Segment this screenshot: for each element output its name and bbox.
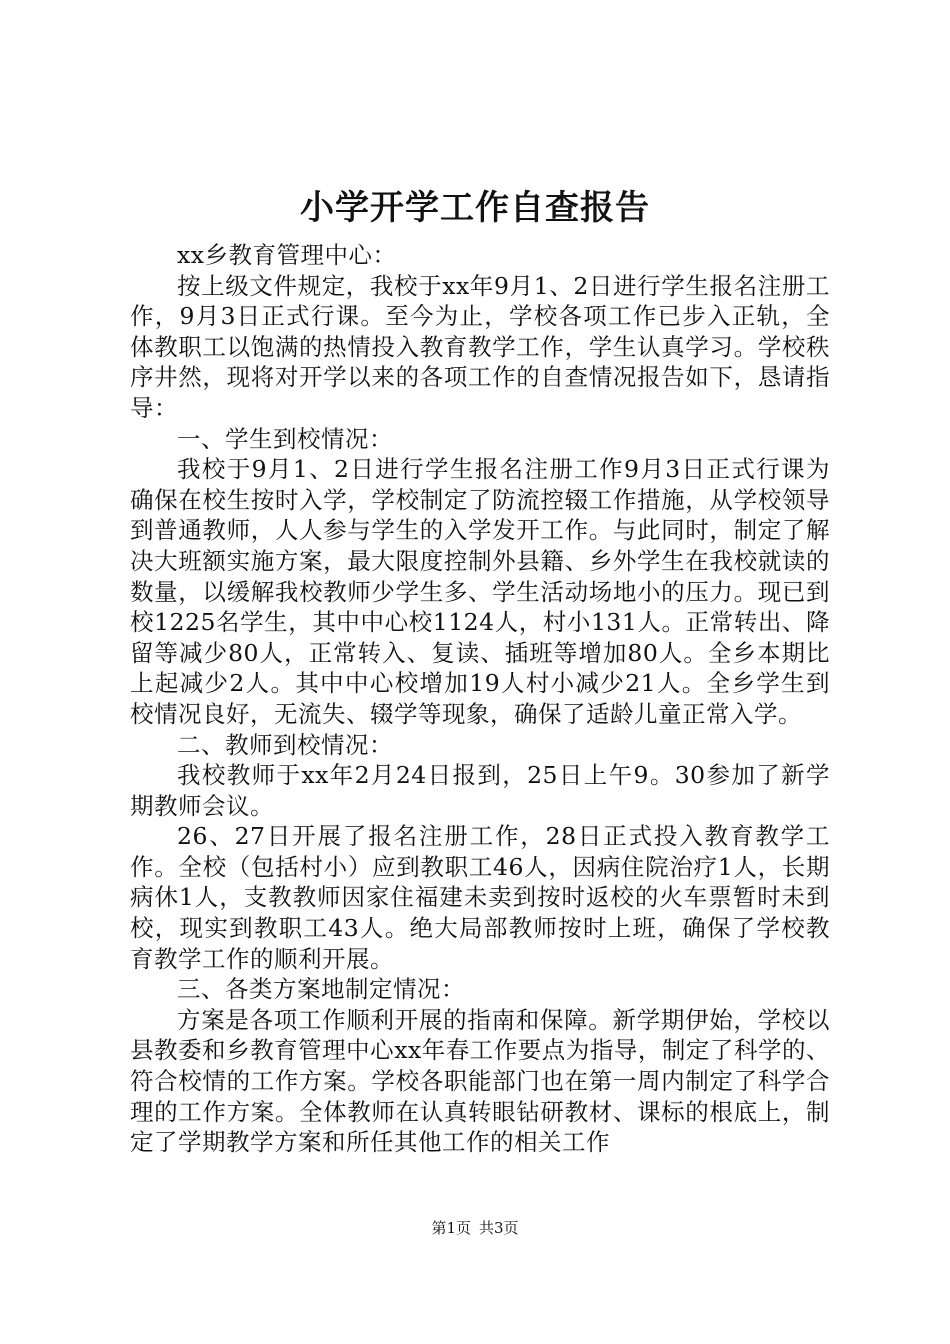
page-footer xyxy=(0,1218,950,1238)
students-paragraph: 我校于9月1、2日进行学生报名注册工作9月3日正式行课为确保在校生按时入学，学校制定了防流控辍工作措施，从学校领导到普通教师，人人参与学生的入学发开工作。与此同时，制定了解决大班额实施方案，最大限度控制外县籍、乡外学生在我校就读的数量，以缓解我校教师少学生多、学生活动场地小的压力。现已到校1225名学生，其中中心校1124人，村小131人。正常转出、降留等减少80人，正常转入、复读、插班等增加80人。全乡本期比上起减少2人。其中中心校增加19人村小减少21人。全乡学生到校情况良好，无流失、辍学等现象，确保了适龄儿童正常入学。 xyxy=(130,455,830,728)
intro-paragraph: 按上级文件规定，我校于xx年9月1、2日进行学生报名注册工作，9月3日正式行课。至今为止，学校各项工作已步入正轨，全体教职工以饱满的热情投入教育教学工作，学生认真学习。学校秩序井然，现将对开学以来的各项工作的自查情况报告如下，恳请指导： xyxy=(130,271,830,422)
section-heading-plans: 三、各类方案地制定情况： xyxy=(177,975,465,1004)
teachers-paragraph-2: 26、27日开展了报名注册工作，28日正式投入教育教学工作。全校（包括村小）应到教职工46人，因病住院治疗1人，长期病休1人，支教教师因家住福建未卖到按时返校的火车票暂时未到校，现实到教职工43人。绝大局部教师按时上班，确保了学校教育教学工作的顺利开展。 xyxy=(130,822,830,973)
plans-paragraph: 方案是各项工作顺利开展的指南和保障。新学期伊始，学校以县教委和乡教育管理中心xx年春工作要点为指导，制定了科学的、符合校情的工作方案。学校各职能部门也在第一周内制定了科学合理的工作方案。全体教师在认真转眼钻研教材、课标的根底上，制定了学期教学方案和所任其他工作的相关工作 xyxy=(130,1005,830,1157)
document-body xyxy=(130,240,830,1158)
salutation: xx乡教育管理中心： xyxy=(177,241,397,269)
teachers-paragraph-1: 我校教师于xx年2月24日报到，25日上午9。30参加了新学期教师会议。 xyxy=(130,761,830,820)
section-heading-teachers: 二、教师到校情况： xyxy=(177,730,393,759)
page-number: 第1页 xyxy=(431,1219,471,1237)
page-total: 共3页 xyxy=(479,1219,519,1237)
document-title: 小学开学工作自查报告 xyxy=(300,188,650,228)
section-heading-students: 一、学生到校情况： xyxy=(177,424,393,453)
